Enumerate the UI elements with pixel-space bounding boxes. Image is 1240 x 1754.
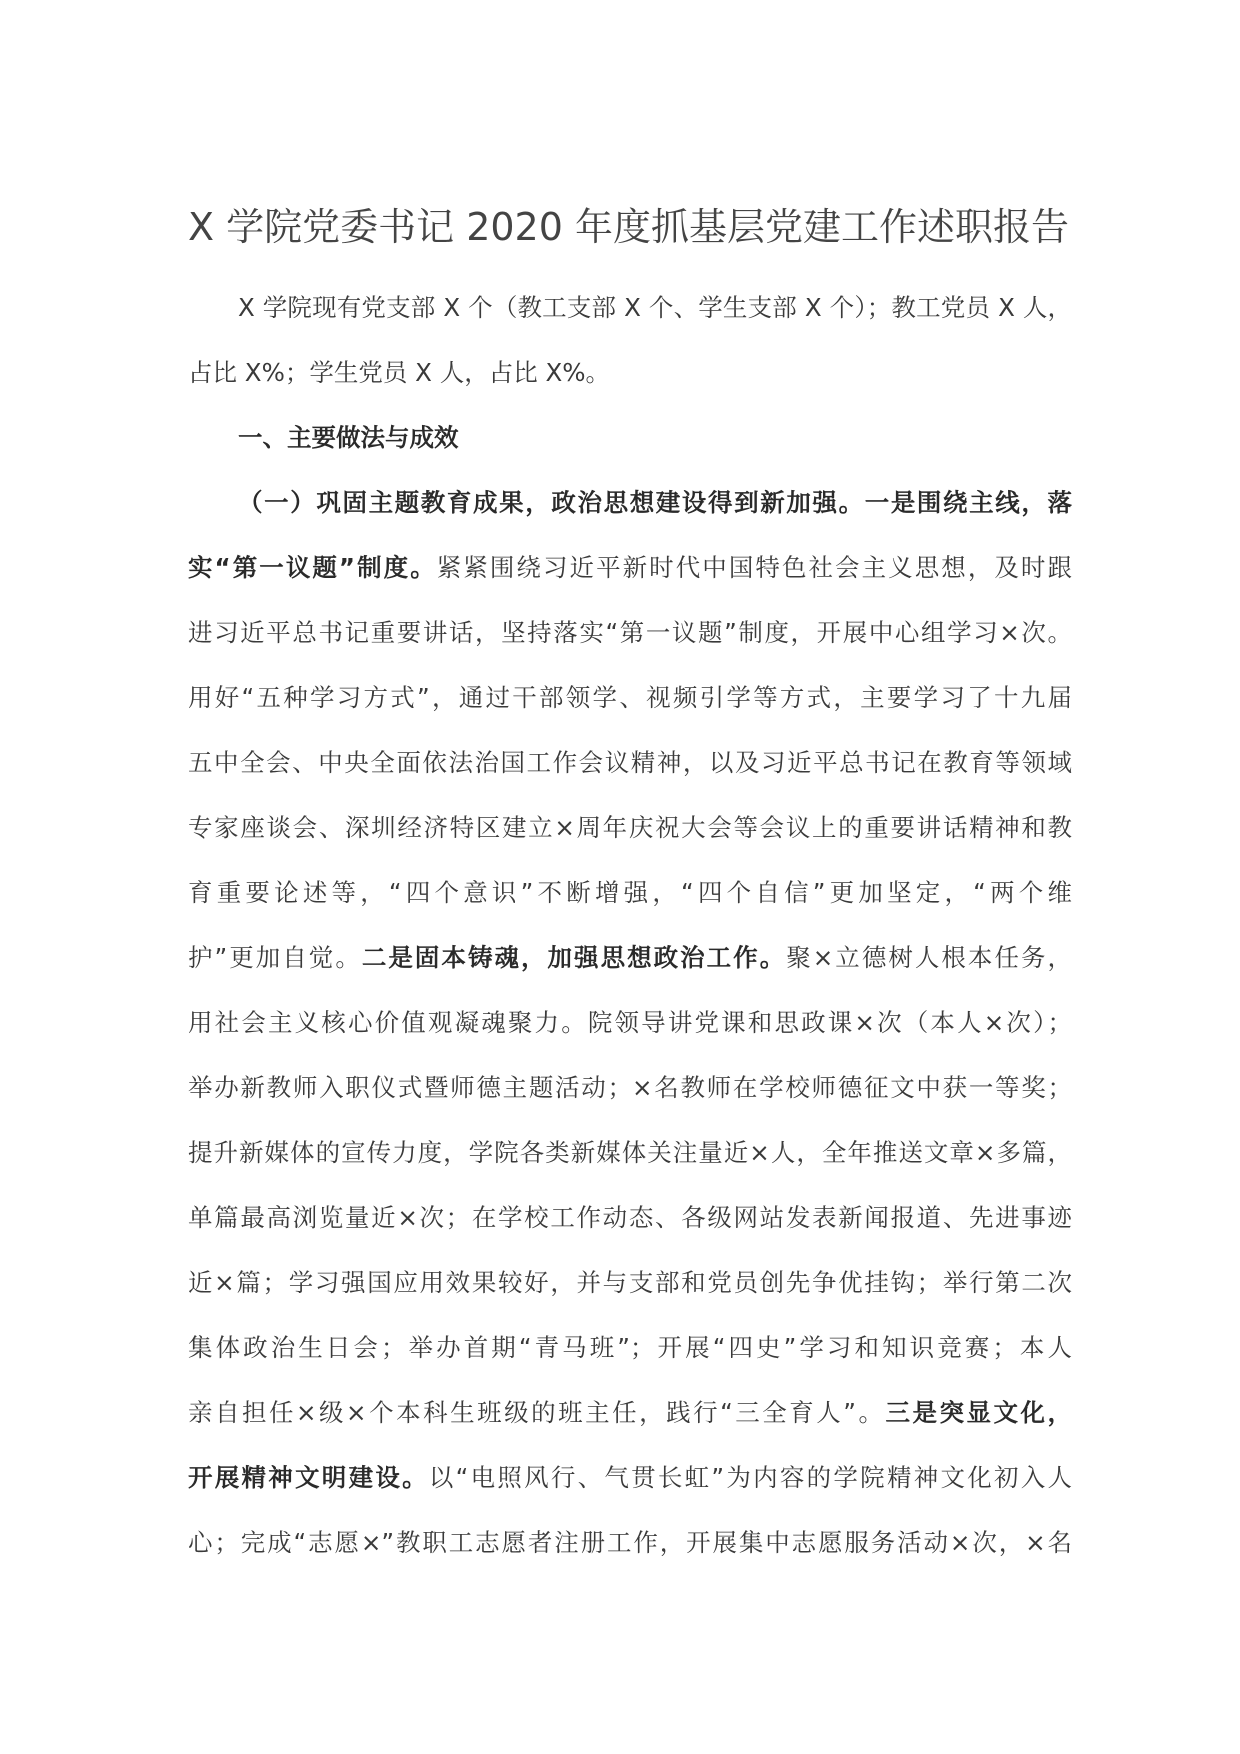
bold-text: 开展精神文明建设。 <box>188 1463 429 1492</box>
text: 占比 X%；学生党员 X 人，占比 X%。 <box>188 358 611 387</box>
text: 紧紧围绕习近平新时代中国特色社会主义思想，及时跟 <box>436 553 1072 582</box>
bold-text: 二是固本铸魂，加强思想政治工作。 <box>361 943 787 972</box>
text: 提升新媒体的宣传力度，学院各类新媒体关注量近×人，全年推送文章×多篇， <box>188 1138 1072 1167</box>
text: 单篇最高浏览量近×次；在学校工作动态、各级网站发表新闻报道、先进事迹 <box>188 1203 1072 1232</box>
text-line <box>188 1055 1072 1120</box>
text-line <box>188 275 1072 340</box>
text-line <box>188 470 1072 535</box>
text: 亲自担任×级×个本科生班级的班主任，践行“三全育人”。 <box>188 1398 886 1427</box>
text-line <box>188 1380 1072 1445</box>
text: 以“电照风行、气贯长虹”为内容的学院精神文化初入人 <box>428 1463 1073 1492</box>
text: 专家座谈会、深圳经济特区建立×周年庆祝大会等会议上的重要讲话精神和教 <box>188 813 1072 842</box>
text: 五中全会、中央全面依法治国工作会议精神，以及习近平总书记在教育等领域 <box>188 748 1072 777</box>
text-line <box>188 1445 1072 1510</box>
bold-text: 实“第一议题”制度。 <box>188 553 437 582</box>
text-line <box>188 665 1072 730</box>
text-line <box>188 1185 1072 1250</box>
text-line <box>188 1315 1072 1380</box>
section-heading <box>188 405 1072 470</box>
text-line <box>188 795 1072 860</box>
text-line <box>188 730 1072 795</box>
document-title: X 学院党委书记 2020 年度抓基层党建工作述职报告 <box>188 205 1069 249</box>
text: 用社会主义核心价值观凝魂聚力。院领导讲党课和思政课×次（本人×次）； <box>188 1008 1072 1037</box>
text-line <box>188 600 1072 665</box>
text-line <box>188 1120 1072 1185</box>
document-body <box>188 275 1072 1575</box>
bold-text: （一）巩固主题教育成果，政治思想建设得到新加强。一是围绕主线，落 <box>238 488 1072 517</box>
text: 用好“五种学习方式”，通过干部领学、视频引学等方式，主要学习了十九届 <box>188 683 1072 712</box>
text: 举办新教师入职仪式暨师德主题活动；×名教师在学校师德征文中获一等奖； <box>188 1073 1072 1102</box>
text: 心；完成“志愿×”教职工志愿者注册工作，开展集中志愿服务活动×次，×名 <box>188 1528 1072 1557</box>
text-line <box>188 925 1072 990</box>
text-line <box>188 340 1072 405</box>
text: 集体政治生日会；举办首期“青马班”；开展“四史”学习和知识竞赛；本人 <box>188 1333 1072 1362</box>
text: 聚×立德树人根本任务， <box>786 943 1072 972</box>
text-line <box>188 535 1072 600</box>
text-line <box>188 860 1072 925</box>
text-line <box>188 1510 1072 1575</box>
text-line <box>188 1250 1072 1315</box>
text: 护”更加自觉。 <box>188 943 362 972</box>
bold-text: 一、主要做法与成效 <box>238 423 459 452</box>
text: 进习近平总书记重要讲话，坚持落实“第一议题”制度，开展中心组学习×次。 <box>188 618 1072 647</box>
text-line <box>188 990 1072 1055</box>
bold-text: 三是突显文化， <box>885 1398 1072 1427</box>
text: 近×篇；学习强国应用效果较好，并与支部和党员创先争优挂钩；举行第二次 <box>188 1268 1072 1297</box>
text: 育重要论述等，“四个意识”不断增强，“四个自信”更加坚定，“两个维 <box>188 878 1072 907</box>
text: X 学院现有党支部 X 个（教工支部 X 个、学生支部 X 个）；教工党员 X 人， <box>238 293 1072 322</box>
